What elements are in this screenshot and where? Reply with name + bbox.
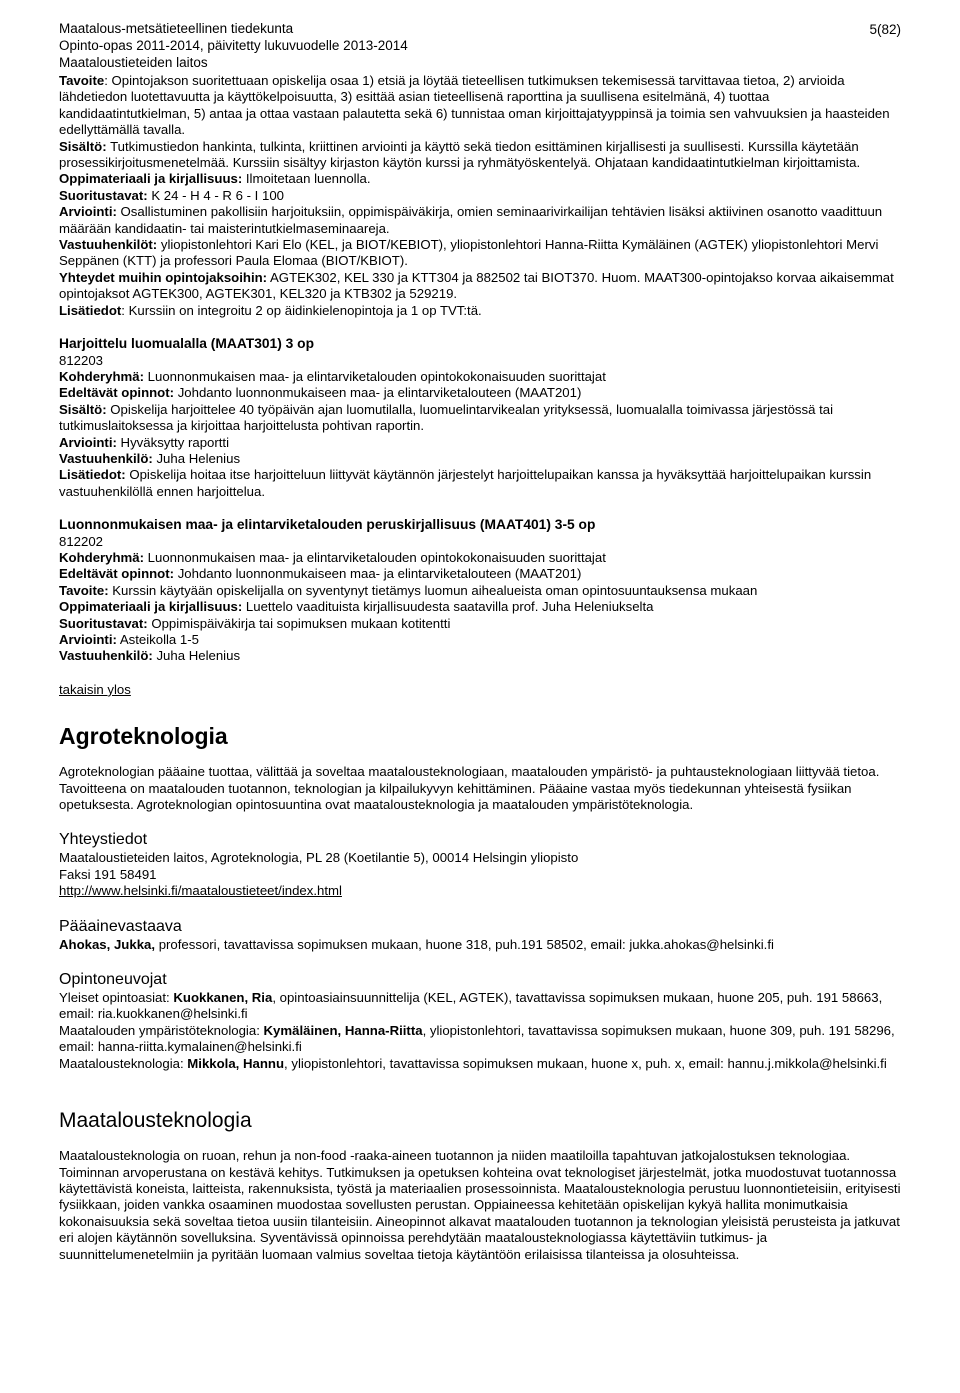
responsible-label: Vastuuhenkilö: bbox=[59, 648, 153, 664]
responsible-text: yliopistonlehtori Kari Elo (KEL, ja BIOT/KEBIOT), yliopistonlehtori Hanna-Riitta Kymäläinen (AGTEK) yliopistonlehtori Mervi Seppänen (KTT) ja professori Paula Elomaa (BIOT/KBIOT). bbox=[59, 237, 879, 269]
advisor-paragraph bbox=[59, 1056, 901, 1072]
intro-paragraph: Agroteknologian pääaine tuottaa, välittää ja soveltaa maatalousteknologiaan, maatalouden ympäristö- ja puhtausteknologiaan liittyvää tietoa. Tavoitteena on maatalouden tuotannon, teknologian ja kilpailukyvyn kehittäminen. Pääaine vastaa myös tiedekunnan yhteisestä fysiikan opetuksesta. Agroteknologian opintosuuntina ovat maatalousteknologia ja maatalouden ympäristöteknologia. bbox=[59, 764, 880, 813]
content-text: Tutkimustiedon hankinta, tulkinta, kriittinen arviointi ja käyttö sekä tiedon esittäminen kirjallisesti ja suullisesti. Kurssilla käytetään prosessikirjoitusmenetelmää. Kurssiin sisältyy kirjaston käytön kurssi ja ryhmätyöskentelyä. Ohjataan kandidaatintutkielman kirjoittamista. bbox=[59, 138, 861, 171]
advisor-name: Kymäläinen, Hanna-Riitta bbox=[263, 1022, 423, 1038]
responsible-paragraph bbox=[59, 237, 901, 270]
goal-label: Tavoite: bbox=[59, 582, 109, 598]
connections-label: Yhteydet muihin opintojaksoihin: bbox=[59, 269, 268, 285]
back-to-top-link[interactable]: takaisin ylos bbox=[59, 681, 131, 697]
materials-paragraph bbox=[59, 171, 901, 187]
advisor-role: Yleiset opintoasiat: bbox=[59, 990, 174, 1006]
extra-info-paragraph bbox=[59, 303, 901, 319]
content-paragraph bbox=[59, 402, 901, 435]
agroteknologia-section bbox=[59, 722, 901, 1072]
prerequisites-text: Johdanto luonnonmukaiseen maa- ja elintarviketalouteen (MAAT201) bbox=[174, 385, 582, 401]
prerequisites-text: Johdanto luonnonmukaiseen maa- ja elintarviketalouteen (MAAT201) bbox=[174, 566, 582, 582]
page-header bbox=[59, 20, 901, 72]
materials-text: Luettelo vaadituista kirjallisuudesta saatavilla prof. Juha Heleniukselta bbox=[242, 599, 654, 615]
responsible-text: Juha Helenius bbox=[152, 450, 241, 466]
fax-line: Faksi 191 58491 bbox=[59, 866, 157, 882]
assessment-label: Arviointi: bbox=[59, 434, 117, 450]
connections-text: AGTEK302, KEL 330 ja KTT304 ja 882502 tai BIOT370. Huom. MAAT300-opintojakso korvaa aikaisemmat opintojaksot AGTEK300, AGTEK301, KEL320 ja KTB302 ja 529219. bbox=[59, 269, 894, 302]
completion-paragraph bbox=[59, 188, 901, 204]
course-code: 812203 bbox=[59, 352, 104, 368]
major-head-paragraph bbox=[59, 937, 901, 953]
assessment-text: Osallistuminen pakollisiin harjoituksiin, oppimispäiväkirja, omien seminaarivirkailijan tehtävien lisäksi aktiivinen osanotto vaadittuun määrään kandidaatin- tai maisterintutkielmaseminaareja. bbox=[59, 204, 883, 236]
section-heading: Agroteknologia bbox=[59, 723, 228, 750]
responsible-label: Vastuuhenkilö: bbox=[59, 450, 153, 466]
advisor-paragraph bbox=[59, 990, 901, 1023]
extra-info-text: Opiskelija hoitaa itse harjoitteluun liittyvät käytännön järjestelyt harjoittelupaikan kanssa ja hyväksyttää harjoittelupaikan kurssin vastuuhenkilöllä ennen harjoittelua. bbox=[59, 467, 872, 499]
content-label: Sisältö: bbox=[59, 138, 107, 154]
course-section-maat301 bbox=[59, 336, 901, 500]
target-group-paragraph bbox=[59, 369, 901, 385]
advisor-role: Maatalouden ympäristöteknologia: bbox=[59, 1022, 264, 1038]
extra-info-paragraph bbox=[59, 467, 901, 500]
content-paragraph bbox=[59, 139, 901, 172]
contacts-heading: Yhteystiedot bbox=[59, 831, 148, 849]
department-name: Maataloustieteiden laitos bbox=[59, 55, 208, 70]
materials-text: Ilmoitetaan luennolla. bbox=[242, 171, 371, 187]
responsible-label: Vastuuhenkilöt: bbox=[59, 237, 158, 253]
guide-title: Opinto-opas 2011-2014, päivitetty lukuvuodelle 2013-2014 bbox=[59, 38, 408, 53]
target-group-text: Luonnonmukaisen maa- ja elintarviketalouden opintokokonaisuuden suorittajat bbox=[144, 549, 606, 565]
course-title: Harjoittelu luomualalla (MAAT301) 3 op bbox=[59, 336, 315, 352]
page-number: 5(82) bbox=[869, 22, 901, 37]
completion-label: Suoritustavat: bbox=[59, 187, 148, 203]
course-section-maat401 bbox=[59, 517, 901, 665]
assessment-paragraph bbox=[59, 435, 901, 451]
advisors-heading: Opintoneuvojat bbox=[59, 971, 167, 989]
advisor-info: , yliopistonlehtori, tavattavissa sopimuksen mukaan, huone 309, puh. 191 58296, email: hanna-riitta.kymalainen@helsinki.fi bbox=[59, 1022, 895, 1055]
materials-label: Oppimateriaali ja kirjallisuus: bbox=[59, 171, 243, 187]
address-line: Maataloustieteiden laitos, Agroteknologia, PL 28 (Koetilantie 5), 00014 Helsingin yliopisto bbox=[59, 850, 579, 866]
prerequisites-label: Edeltävät opinnot: bbox=[59, 566, 175, 582]
completion-label: Suoritustavat: bbox=[59, 615, 148, 631]
major-head-heading: Pääainevastaava bbox=[59, 917, 182, 935]
assessment-text: Asteikolla 1-5 bbox=[116, 632, 199, 647]
advisor-paragraph bbox=[59, 1023, 901, 1056]
responsible-paragraph bbox=[59, 648, 901, 664]
target-group-label: Kohderyhmä: bbox=[59, 549, 144, 565]
major-head-info: professori, tavattavissa sopimuksen mukaan, huone 318, puh.191 58502, email: jukka.ahokas@helsinki.fi bbox=[155, 936, 774, 952]
course-title: Luonnonmukaisen maa- ja elintarviketalouden peruskirjallisuus (MAAT401) 3-5 op bbox=[59, 517, 596, 533]
materials-label: Oppimateriaali ja kirjallisuus: bbox=[59, 599, 243, 615]
advisor-name: Mikkola, Hannu bbox=[187, 1055, 285, 1071]
extra-info-label: Lisätiedot bbox=[59, 302, 122, 318]
back-to-top-paragraph bbox=[59, 682, 901, 698]
goal-text: Kurssin käytyään opiskelijalla on syventynyt tietämys luomun aihealueista oman opintosuuntauksensa mukaan bbox=[108, 582, 758, 598]
maatalousteknologia-section bbox=[59, 1108, 901, 1263]
extra-info-text: : Kurssiin on integroitu 2 op äidinkielenopintoja ja 1 op TVT:tä. bbox=[121, 302, 482, 318]
goal-paragraph bbox=[59, 583, 901, 599]
completion-paragraph bbox=[59, 616, 901, 632]
website-paragraph bbox=[59, 883, 901, 899]
description-paragraph: Maatalousteknologia on ruoan, rehun ja non-food -raaka-aineen tuotannon ja niiden maatiloilla tapahtuvan jatkojalostuksen teknologiaa. Toiminnan arvoperustana on kestävä kehitys. Tutkimuksen ja opetuksen kohteina ovat teknologiset järjestelmät, jotka muodostuvat tuotannossa käytettävistä koneista, laitteista, rakennuksista, työstä ja materiaalien prosessoinnista. Maatalousteknologia perustuu luonnontieteisiin, erityisesti fysiikkaan, joiden vankka osaaminen muodostaa sovellusten perustan. Oppiaineessa kehitetään opiskelijan kykyä hallita monimutkaisia kokonaisuuksia sekä soveltaa tietoa uusiin tilanteisiin. Aineopinnot alkavat maatalouden tuotannon ja teknologian yleisistä perusteista ja jatkuvat eri alojen käytännön sovelluksina. Syventävissä opinnoissa perehdytään maatalousteknologiassa käytettäviin tutkimus- ja suunnittelumenetelmiin ja pyritään luomaan valmius soveltaa tietoja käytäntöön erilaisissa tilanteissa ja olosuhteissa. bbox=[59, 1148, 901, 1262]
target-group-label: Kohderyhmä: bbox=[59, 368, 144, 384]
materials-paragraph bbox=[59, 599, 901, 615]
connections-paragraph bbox=[59, 270, 901, 303]
course-code: 812202 bbox=[59, 533, 104, 549]
completion-text: Oppimispäiväkirja tai sopimuksen mukaan kotitentti bbox=[147, 615, 451, 631]
advisor-info: , yliopistonlehtori, tavattavissa sopimuksen mukaan, huone x, puh. x, email: hannu.j.mikkola@helsinki.fi bbox=[284, 1055, 887, 1071]
faculty-name: Maatalous-metsätieteellinen tiedekunta bbox=[59, 21, 294, 36]
advisor-role: Maatalousteknologia: bbox=[59, 1055, 188, 1071]
major-head-name: Ahokas, Jukka, bbox=[59, 936, 156, 952]
content-label: Sisältö: bbox=[59, 401, 107, 417]
responsible-paragraph bbox=[59, 451, 901, 467]
goal-label: Tavoite bbox=[59, 73, 105, 88]
website-link[interactable]: http://www.helsinki.fi/maataloustieteet/index.html bbox=[59, 883, 342, 899]
document-page bbox=[59, 20, 901, 1263]
goal-paragraph bbox=[59, 73, 901, 139]
section-heading: Maatalousteknologia bbox=[59, 1109, 252, 1133]
assessment-paragraph bbox=[59, 632, 901, 648]
assessment-paragraph bbox=[59, 204, 901, 237]
target-group-paragraph bbox=[59, 550, 901, 566]
prerequisites-label: Edeltävät opinnot: bbox=[59, 385, 175, 401]
goal-text: : Opintojakson suoritettuaan opiskelija osaa 1) etsiä ja löytää tieteellisen tutkimuksen tekemisessä tarvittavaa tietoa, 2) arvioida lähdetiedon luotettavuutta ja käyttökelpoisuutta, 3) esittää asian tieteellisenä raporttina ja suullisena esitelmänä, 4) tuottaa kandidaatintutkielman, 5) antaa ja ottaa vastaan palautetta sekä 6) tunnistaa oman kirjoittajatyyppinsä ja toimia sen vahvuuksien ja haasteiden edellyttämällä tavalla. bbox=[59, 73, 890, 138]
target-group-text: Luonnonmukaisen maa- ja elintarviketalouden opintokokonaisuuden suorittajat bbox=[144, 368, 606, 384]
advisor-info: , opintoasiainsuunnittelija (KEL, AGTEK), tavattavissa sopimuksen mukaan, huone 205, puh. 191 58663, email: ria.kuokkanen@helsinki.fi bbox=[59, 990, 883, 1022]
extra-info-label: Lisätiedot: bbox=[59, 467, 126, 483]
completion-text: K 24 - H 4 - R 6 - I 100 bbox=[147, 187, 284, 203]
assessment-label: Arviointi: bbox=[59, 632, 117, 647]
content-text: Opiskelija harjoittelee 40 työpäivän ajan luomutilalla, luomuelintarvikealan yrityksessä, luomualalla toimivassa järjestössä tai tutkimuslaitoksessa ja kirjoittaa harjoittelusta pohtivan raportin. bbox=[59, 401, 834, 434]
prerequisites-paragraph bbox=[59, 385, 901, 401]
responsible-text: Juha Helenius bbox=[152, 648, 241, 664]
advisor-name: Kuokkanen, Ria bbox=[173, 990, 273, 1006]
course-section-maat300 bbox=[59, 73, 901, 319]
prerequisites-paragraph bbox=[59, 566, 901, 582]
assessment-label: Arviointi: bbox=[59, 204, 117, 220]
assessment-text: Hyväksytty raportti bbox=[116, 434, 230, 450]
